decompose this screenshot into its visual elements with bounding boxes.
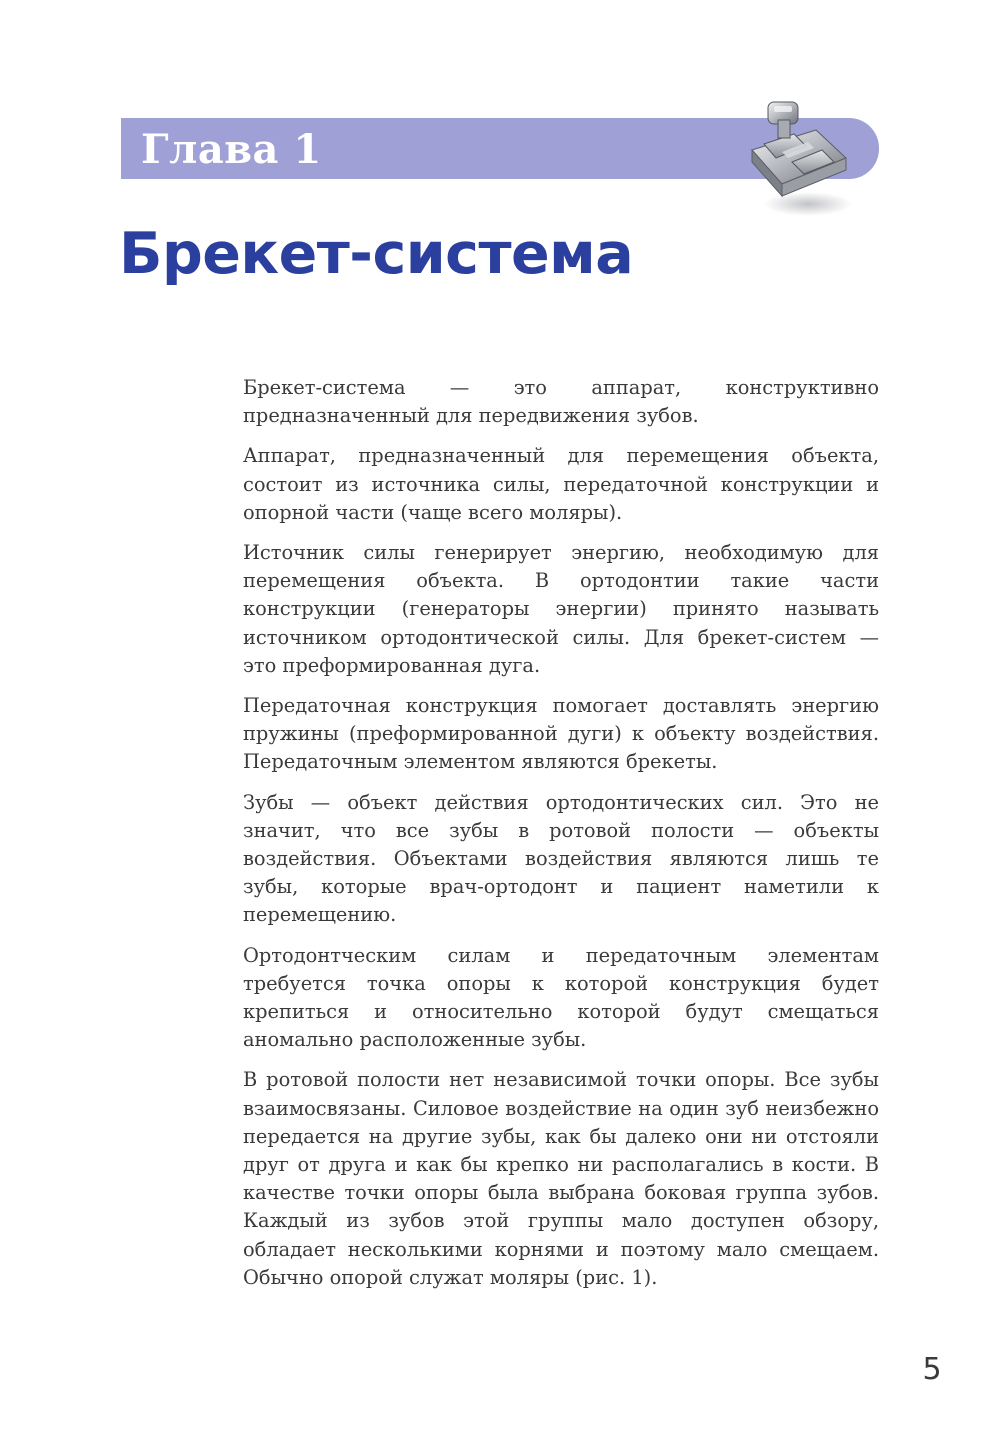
paragraph: Источник силы генерирует энергию, необходимую для перемещения объекта. В ортодонтии такие части конструкции (генераторы энергии) принято называть источником ортодонтической силы. Для брекет-систем — это преформированная дуга. — [243, 541, 879, 677]
chapter-title: Брекет-система — [119, 221, 634, 287]
paragraph: Передаточная конструкция помогает доставлять энергию пружины (преформированной дуги) к объекту воздействия. Передаточным элементом являются брекеты. — [243, 694, 879, 774]
page-number: 5 — [922, 1352, 942, 1387]
paragraph: Зубы — объект действия ортодонтических сил. Это не значит, что все зубы в ротовой полости — объекты воздействия. Объектами воздействия являются лишь те зубы, которые врач-ортодонт и пациент наметили к перемещению. — [243, 790, 879, 927]
chapter-label: Глава 1 — [141, 126, 322, 173]
paragraph: Аппарат, предназначенный для перемещения объекта, состоит из источника силы, передаточной конструкции и опорной части (чаще всего моляры). — [243, 444, 879, 524]
paragraph: Брекет-система — это аппарат, конструктивно предназначенный для передвижения зубов. — [243, 376, 879, 428]
paragraph: В ротовой полости нет независимой точки опоры. Все зубы взаимосвязаны. Силовое воздействие на один зуб неизбежно передается на другие зубы, как бы далеко они ни отстояли друг от друга и как бы крепко ни располагались в кости. В качестве точки опоры была выбрана боковая группа зубов. Каждый из зубов этой группы мало доступен обзору, обладает несколькими корнями и поэтому мало смещаем. Обычно опорой служат моляры (рис. 1). — [243, 1068, 879, 1289]
orthodontic-bracket-icon — [738, 92, 856, 222]
body-text — [243, 374, 879, 1304]
paragraph: Ортодонтческим силам и передаточным элементам требуется точка опоры к которой конструкция будет крепиться и относительно которой будут смещаться аномально расположенные зубы. — [243, 943, 879, 1052]
